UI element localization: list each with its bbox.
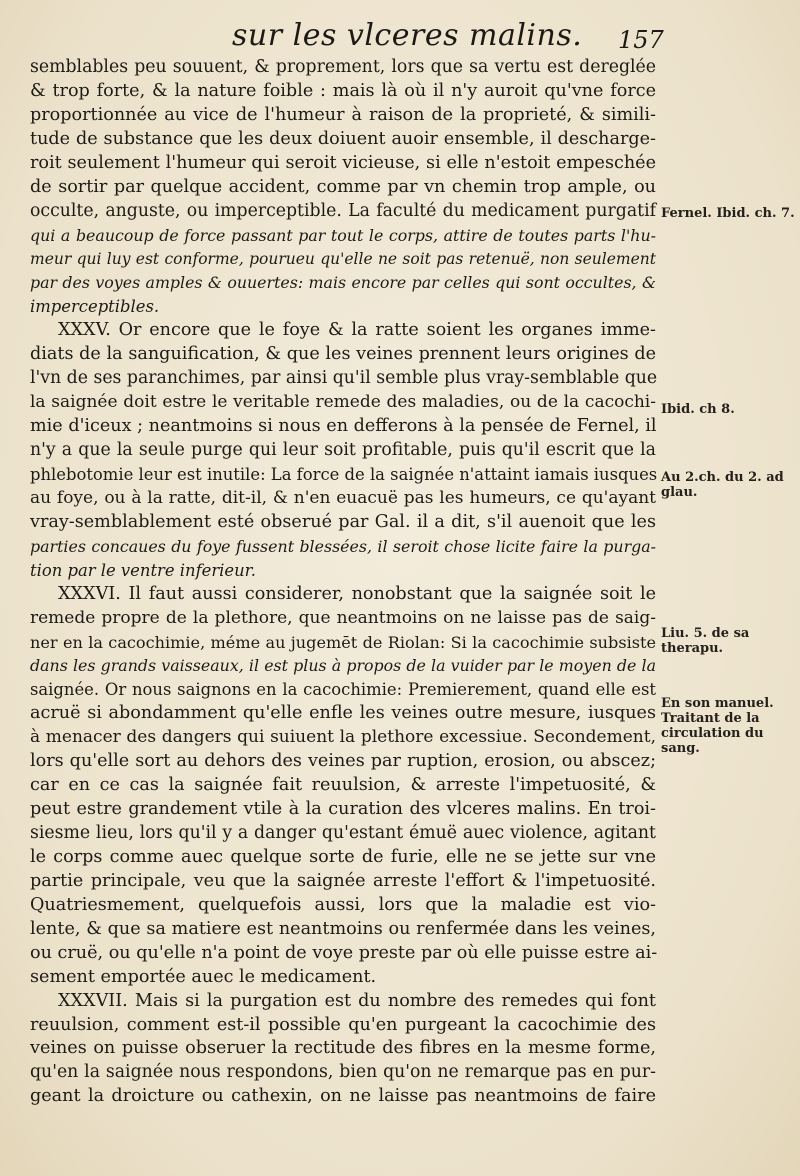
text-line: saignée. Or nous saignons en la cacochimie: Premierement, quand elle est xyxy=(30,680,656,700)
text-line: ner en la cacochimie, méme au jugemēt de Riolan: Si la cacochimie subsiste xyxy=(30,632,656,652)
text-line: proportionnée au vice de l'humeur à raison de la proprieté, & simili- xyxy=(30,104,656,125)
text-line: tion par le ventre inferieur. xyxy=(30,560,256,580)
margin-note-fernel: Fernel. Ibid. ch. 7. xyxy=(661,206,795,221)
text-line: geant la droicture ou cathexin, on ne laisse pas neantmoins de faire xyxy=(30,1086,656,1107)
text-line: meur qui luy est conforme, pourueu qu'elle ne soit pas retenuë, non seulement xyxy=(30,249,656,268)
text-line: de sortir par quelque accident, comme par vn chemin trop ample, ou xyxy=(30,176,656,197)
text-line: ou cruë, ou qu'elle n'a point de voye preste par où elle puisse estre ai- xyxy=(30,942,658,963)
text-line: vray-semblablement esté obserué par Gal. il a dit, s'il auenoit que les xyxy=(30,511,656,532)
text-line: & trop forte, & la nature foible : mais là où il n'y auroit qu'vne force xyxy=(30,80,656,101)
text-line: la saignée doit estre le veritable remede des maladies, ou de la cacochi- xyxy=(30,392,656,413)
text-line: Quatriesmement, quelquefois aussi, lors que la maladie est vio- xyxy=(30,894,656,915)
text-line: parties concaues du foye fussent blessées, il seroit chose licite faire la purga- xyxy=(30,536,656,556)
text-line: car en ce cas la saignée fait reuulsion, & arreste l'impetuosité, & xyxy=(30,775,656,796)
text-line: diats de la sanguification, & que les veines prennent leurs origines de xyxy=(30,344,656,365)
text-line: phlebotomie leur est inutile: La force de la saignée n'attaint iamais iusques xyxy=(30,464,658,484)
text-line: n'y a que la seule purge qui leur soit profitable, puis qu'il escrit que la xyxy=(30,440,656,460)
text-line: qui a beaucoup de force passant par tout le corps, attire de toutes parts l'hu- xyxy=(30,225,656,245)
text-line: sement emportée auec le medicament. xyxy=(30,966,377,987)
text-line: XXXVI. Il faut aussi considerer, nonobstant que la saignée soit le xyxy=(58,583,656,604)
text-line: occulte, anguste, ou imperceptible. La faculté du medicament purgatif xyxy=(30,200,656,221)
body-text xyxy=(30,56,656,1109)
text-line: qu'en la saignée nous respondons, bien qu'on ne remarque pas en pur- xyxy=(30,1062,656,1083)
text-line: veines on puisse obseruer la rectitude des fibres en la mesme forme, xyxy=(30,1038,656,1059)
text-line: imperceptibles. xyxy=(30,297,160,317)
text-line: semblables peu souuent, & proprement, lors que sa vertu est dereglée xyxy=(30,57,656,77)
text-line: remede propre de la plethore, que neantmoins on ne laisse pas de saig- xyxy=(30,607,656,628)
text-line: mie d'iceux ; neantmoins si nous en defferons à la pensée de Fernel, il xyxy=(30,416,657,437)
text-line: lors qu'elle sort au dehors des veines par ruption, erosion, ou abscez; xyxy=(30,751,656,772)
text-line: roit seulement l'humeur qui seroit vicieuse, si elle n'estoit empeschée xyxy=(30,152,656,173)
text-line: par des voyes amples & ouuertes: mais encore par celles qui sont occultes, & xyxy=(30,273,656,293)
margin-note-ibid: Ibid. ch 8. xyxy=(661,402,735,417)
margin-note-manuel: En son manuel. Traitant de la circulation du sang. xyxy=(661,696,774,756)
text-line: partie principale, veu que la saignée arreste l'effort & l'impetuosité. xyxy=(30,870,656,891)
running-head: sur les vlceres malins. xyxy=(232,18,583,53)
text-line: dans les grands vaisseaux, il est plus à propos de la vuider par le moyen de la xyxy=(30,656,656,676)
text-line: XXXV. Or encore que le foye & la ratte soient les organes imme- xyxy=(58,320,656,341)
text-line: peut estre grandement vtile à la curation des vlceres malins. En troi- xyxy=(30,799,656,820)
text-line: le corps comme auec quelque sorte de furie, elle ne se jette sur vne xyxy=(30,846,656,867)
text-line: à menacer des dangers qui suiuent la plethore excessiue. Secondement, xyxy=(30,727,656,748)
page-number: 157 xyxy=(618,26,664,54)
text-line: reuulsion, comment est-il possible qu'en purgeant la cacochimie des xyxy=(30,1014,656,1035)
text-line: acruë si abondamment qu'elle enfle les veines outre mesure, iusques xyxy=(30,703,656,724)
margin-note-galen: Au 2.ch. du 2. ad glau. xyxy=(661,470,784,500)
text-line: l'vn de ses paranchimes, par ainsi qu'il semble plus vray-semblable que xyxy=(30,368,658,389)
text-line: XXXVII. Mais si la purgation est du nombre des remedes qui font xyxy=(58,990,656,1011)
text-line: lente, & que sa matiere est neantmoins ou renfermée dans les veines, xyxy=(30,918,656,939)
margin-note-riolan: Liu. 5. de sa therapu. xyxy=(661,626,750,656)
text-line: au foye, ou à la ratte, dit-il, & n'en euacuë pas les humeurs, ce qu'ayant xyxy=(30,487,656,508)
text-line: siesme lieu, lors qu'il y a danger qu'estant émuë auec violence, agitant xyxy=(30,823,656,843)
text-line: tude de substance que les deux doiuent auoir ensemble, il descharge- xyxy=(30,128,656,149)
